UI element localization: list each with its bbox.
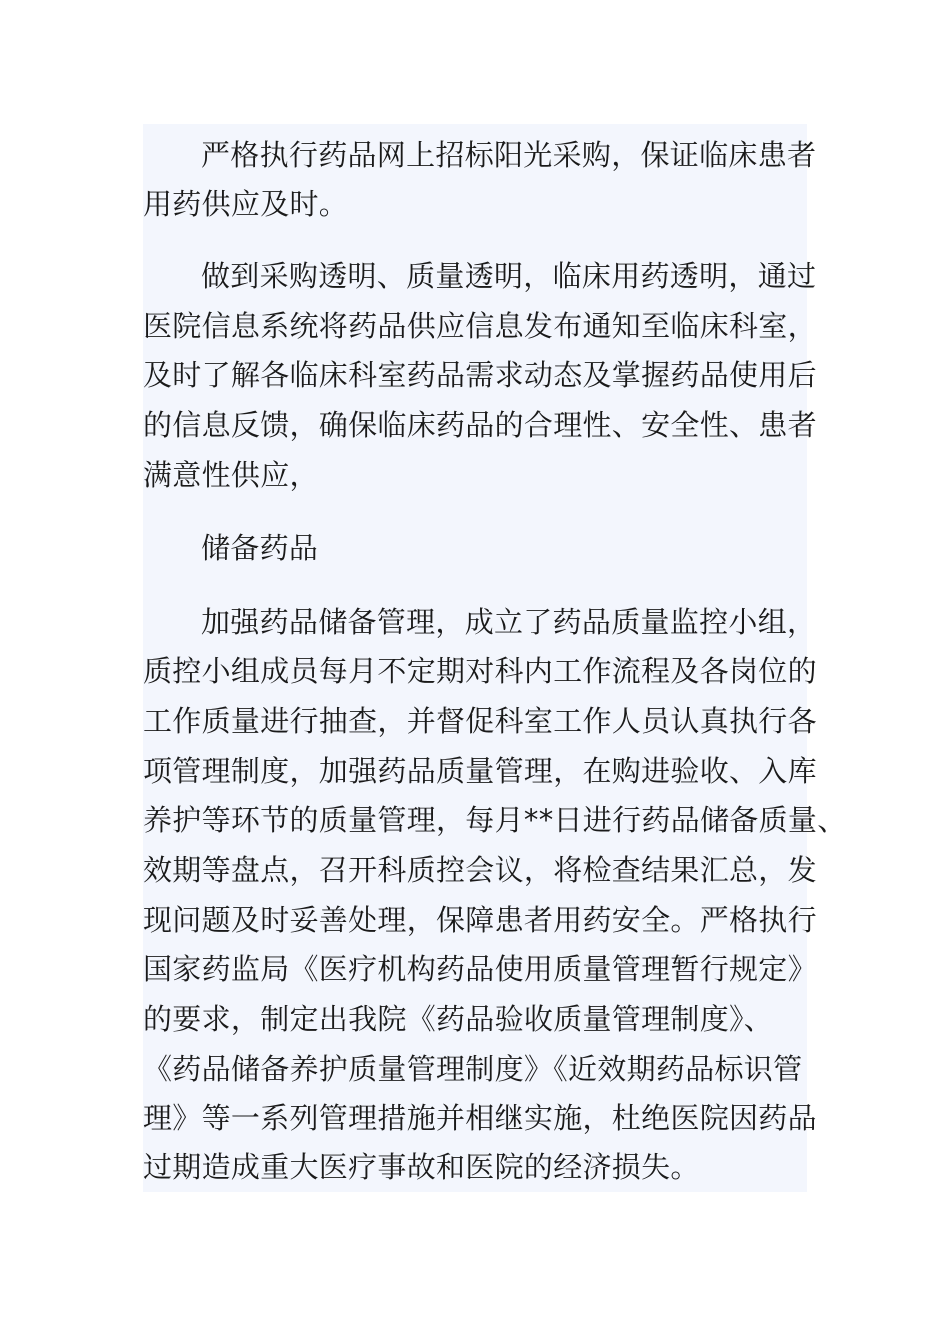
paragraph-3-line-1: 加强药品储备管理，成立了药品质量监控小组， xyxy=(201,605,817,639)
paragraph-3-line-4: 项管理制度，加强药品质量管理，在购进验收、入库 xyxy=(143,754,817,788)
paragraph-3-line-5: 养护等环节的质量管理，每月**日进行药品储备质量、 xyxy=(143,803,847,837)
paragraph-3-line-7: 现问题及时妥善处理，保障患者用药安全。严格执行 xyxy=(143,903,817,937)
paragraph-2-line-5: 满意性供应， xyxy=(143,458,319,492)
paragraph-3-line-3: 工作质量进行抽查，并督促科室工作人员认真执行各 xyxy=(143,704,817,738)
paragraph-2-line-4: 的信息反馈，确保临床药品的合理性、安全性、患者 xyxy=(143,408,817,442)
paragraph-2-line-1: 做到采购透明、质量透明，临床用药透明，通过 xyxy=(201,259,817,293)
section-heading: 储备药品 xyxy=(201,531,319,565)
paragraph-3-line-9: 的要求，制定出我院《药品验收质量管理制度》、 xyxy=(143,1002,774,1036)
paragraph-3-line-11: 理》等一系列管理措施并相继实施，杜绝医院因药品 xyxy=(143,1101,817,1135)
text-block xyxy=(143,124,847,1192)
paragraph-3-line-6: 效期等盘点，召开科质控会议，将检查结果汇总，发 xyxy=(143,853,817,887)
paragraph-3-line-10: 《药品储备养护质量管理制度》《近效期药品标识管 xyxy=(143,1052,803,1086)
paragraph-3-line-2: 质控小组成员每月不定期对科内工作流程及各岗位的 xyxy=(143,654,817,688)
paragraph-1-line-2: 用药供应及时。 xyxy=(143,187,349,221)
paragraph-2-line-3: 及时了解各临床科室药品需求动态及掌握药品使用后 xyxy=(143,358,817,392)
paragraph-2-line-2: 医院信息系统将药品供应信息发布通知至临床科室， xyxy=(143,309,817,343)
paragraph-3-line-8: 国家药监局《医疗机构药品使用质量管理暂行规定》 xyxy=(143,952,817,986)
paragraph-3-line-12: 过期造成重大医疗事故和医院的经济损失。 xyxy=(143,1150,700,1184)
paragraph-1-line-1: 严格执行药品网上招标阳光采购，保证临床患者 xyxy=(201,138,817,172)
